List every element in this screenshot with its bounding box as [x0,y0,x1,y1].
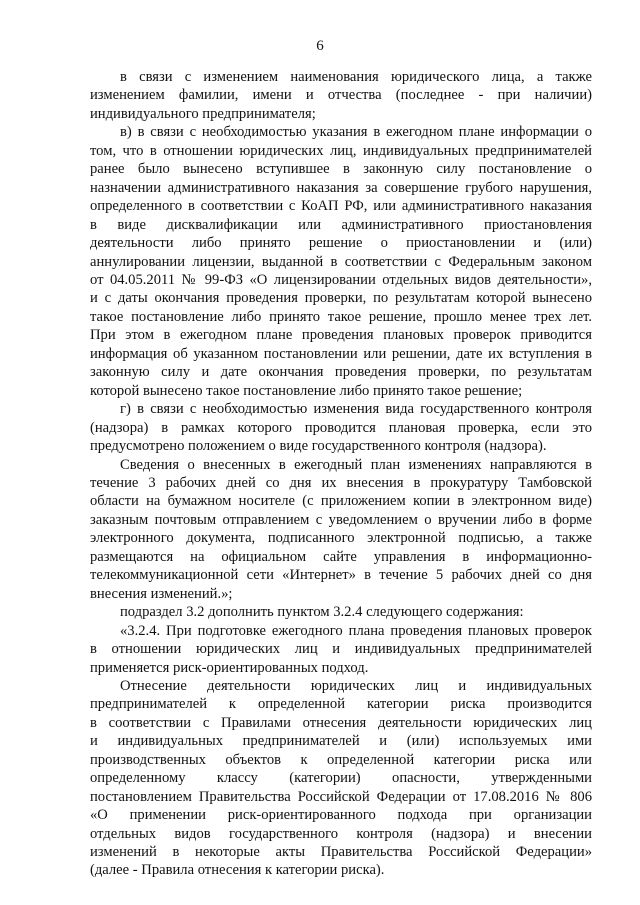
text-line: постановлением Правительства Российской Федерации от 17.08.2016 № 806 [90,788,592,805]
text-line: и с даты окончания проведения проверки, по результатам которой вынесено [90,290,592,307]
text-line: (надзора) в рамках которого проводится плановая проверка, если это [90,419,592,436]
text-line: определенного в соответствии с КоАП РФ, или административного наказания [90,198,592,215]
text-line: Отнесение деятельности юридических лиц и индивидуальных [120,677,592,694]
text-line: назначении административного наказания за совершение грубого нарушения, [90,179,592,196]
text-line: информация об указанном постановлении или решении, дате их вступления в [90,345,592,362]
text-line: предусмотрено положением о виде государственного контроля (надзора). [90,438,547,455]
text-line: в связи с изменением наименования юридического лица, а также [120,69,592,85]
text-line: течение 3 рабочих дней со дня их внесения в прокуратуру Тамбовской [90,474,592,491]
text-line: от 04.05.2011 № 99-ФЗ «О лицензировании отдельных видов деятельности», [90,271,592,288]
text-line: определенному классу (категории) опасности, утвержденными [90,770,592,787]
text-line: изменением фамилии, имени и отчества (последнее - при наличии) [90,87,592,104]
text-line: такое постановление либо принято такое решение, прошло менее трех лет. [90,308,592,325]
text-line: индивидуального предпринимателя; [90,105,316,122]
text-line: предпринимателей к определенной категории риска производится [90,696,592,713]
text-line: законную силу и дате окончания проведения проверки, по результатам [90,364,592,381]
text-line: «О применении риск-ориентированного подхода при организации [90,807,592,824]
text-line: в отношении юридических лиц и индивидуальных предпринимателей [90,641,592,658]
page-number: 6 [316,38,324,54]
text-line: Сведения о внесенных в ежегодный план изменениях направляются в [120,456,592,473]
text-line: (далее - Правила отнесения к категории риска). [90,862,385,879]
text-line: том, что в отношении юридических лиц, индивидуальных предпринимателей [90,142,592,159]
document-body [90,68,592,880]
text-line: изменений в некоторые акты Правительства Российской Федерации» [90,844,592,861]
text-line: подраздел 3.2 дополнить пунктом 3.2.4 следующего содержания: [120,604,524,621]
text-line: ранее было вынесено вступившее в законную силу постановление о [90,161,592,178]
text-line: в) в связи с необходимостью указания в ежегодном плане информации о [120,124,592,141]
text-line: «3.2.4. При подготовке ежегодного плана проведения плановых проверок [120,622,592,639]
text-line: области на бумажном носителе (с приложением копии в электронном виде) [90,493,592,510]
text-line: г) в связи с необходимостью изменения вида государственного контроля [120,401,592,418]
text-line: аннулировании лицензии, выданной в соответствии с Федеральным законом [90,253,592,270]
text-line: При этом в ежегодном плане проведения плановых проверок приводится [90,327,592,344]
text-line: и индивидуальных предпринимателей и (или) используемых ими [90,733,592,750]
text-line: электронного документа, подписанного электронной подписью, а также [90,530,592,547]
text-line: телекоммуникационной сети «Интернет» в течение 5 рабочих дней со дня [90,567,592,584]
text-line: производственных объектов к определенной категории риска или [90,751,592,768]
text-line: размещаются на официальном сайте управления в информационно- [90,548,592,565]
text-line: применяется риск-ориентированных подход. [90,659,369,676]
text-line: в виде дисквалификации или административного приостановления [90,216,592,233]
text-line: внесения изменений.»; [90,585,233,602]
text-line: в соответствии с Правилами отнесения деятельности юридических лиц [90,714,592,731]
text-line: которой вынесено такое постановление либо принято такое решение; [90,382,523,399]
text-line: заказным почтовым отправлением с уведомлением о вручении либо в форме [90,511,592,528]
text-line: деятельности либо принято решение о приостановлении и (или) [90,235,592,252]
text-line: отдельных видов государственного контроля (надзора) и внесении [90,825,592,842]
